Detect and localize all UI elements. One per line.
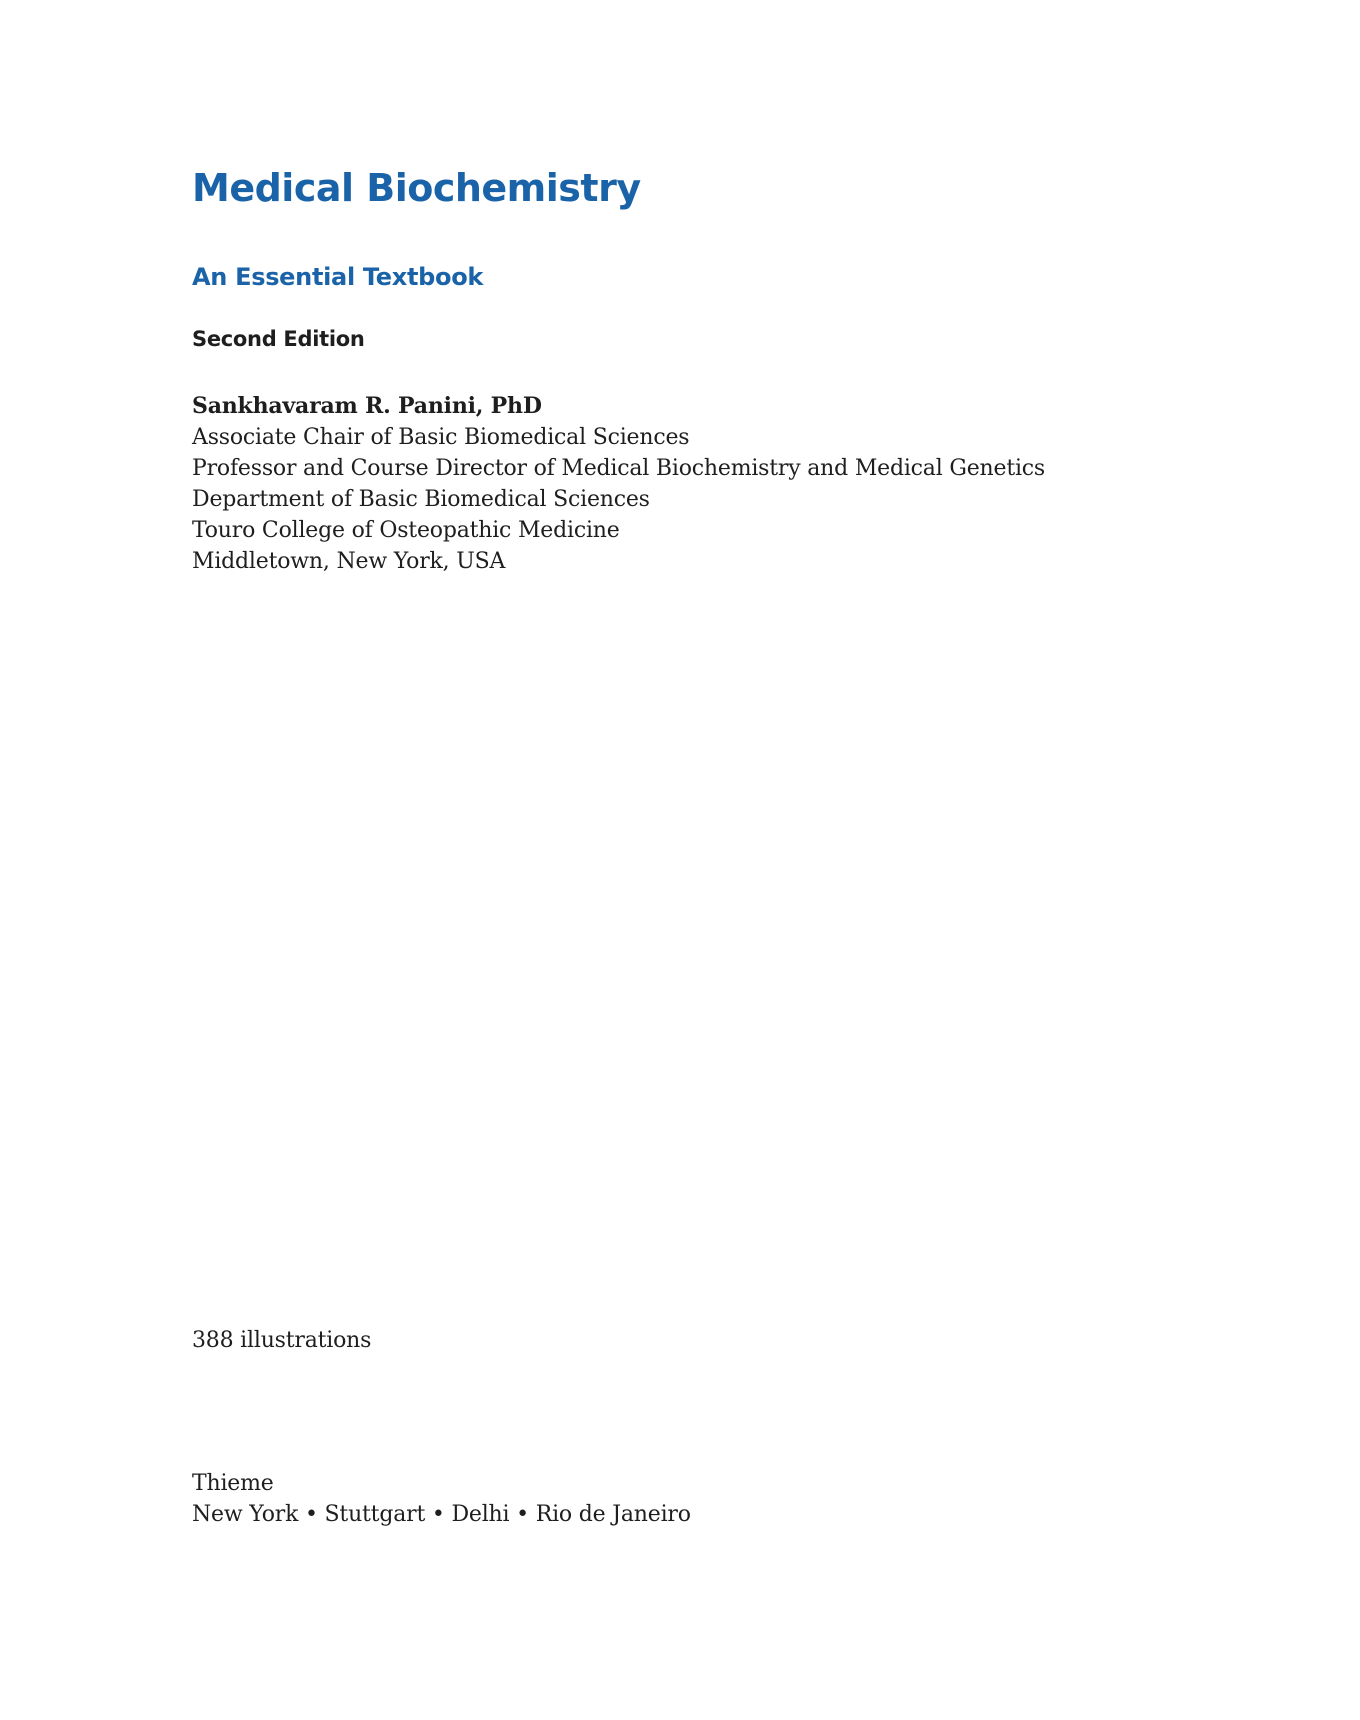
- author-affiliation-line: Touro College of Osteopathic Medicine: [192, 518, 620, 543]
- book-subtitle: An Essential Textbook: [192, 263, 484, 291]
- illustrations-count: 388 illustrations: [192, 1328, 372, 1353]
- author-affiliation-line: Department of Basic Biomedical Sciences: [192, 487, 650, 512]
- publisher-cities: New York • Stuttgart • Delhi • Rio de Janeiro: [192, 1502, 691, 1527]
- author-block: [192, 391, 1045, 577]
- publisher-name: Thieme: [192, 1471, 274, 1496]
- author-affiliation-line: Professor and Course Director of Medical Biochemistry and Medical Genetics: [192, 456, 1046, 481]
- book-edition: Second Edition: [192, 327, 365, 351]
- author-name: Sankhavaram R. Panini, PhD: [192, 393, 542, 419]
- author-affiliation-line: Middletown, New York, USA: [192, 549, 506, 574]
- publisher-block: [192, 1468, 691, 1530]
- author-affiliation-line: Associate Chair of Basic Biomedical Sciences: [192, 425, 690, 450]
- book-title: Medical Biochemistry: [192, 166, 641, 210]
